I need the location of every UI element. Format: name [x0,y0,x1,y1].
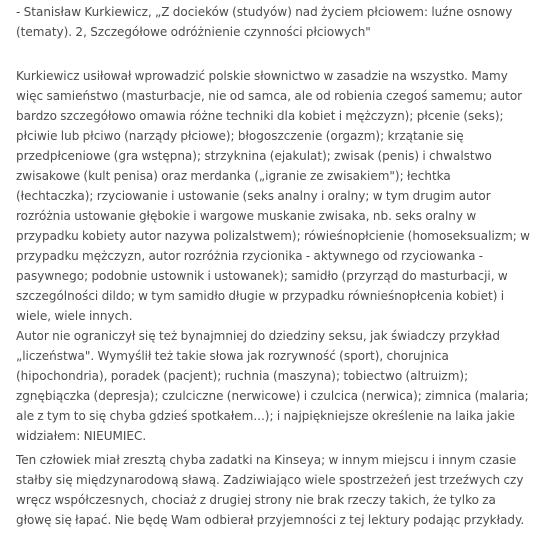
paragraph-vocabulary: Kurkiewicz usiłował wprowadzić polskie słownictwo w zasadzie na wszystko. Mamy więc samieństwo (masturbacje, nie od samca, ale od robienia czegoś samemu; autor bardzo szczegółowo omawia różne techniki dla kobiet i mężczyzn); płcenie (seks); płciwie lub płciwo (narządy płciowe); błogoszczenie (orgazm); krzątanie się przedpłceniowe (gra wstępna); strzyknina (ejakulat); zwisak (penis) i chwalstwo zwisakowe (kult penisa) oraz merdanka („igranie ze zwisakiem"); łechtka (łechtaczka); rzyciowanie i ustowanie (seks analny i oralny; w tym drugim autor rozróżnia ustowanie głębokie i wargowe muskanie zwisaka, nb. seks oralny w przypadku kobiety autor nazywa polizalstwem); rówieśnopłcienie (homoseksualizm; w przypadku mężczyzn, autor rozróżnia rzycionika - aktywnego od rzyciowanka - pasywnego; podobnie ustownik i ustowanek); samidło (przyrząd do masturbacji, w szczególności dildo; w tym samidło długie w przypadku równieśnopłcenia kobiet) i wiele, wiele innych. [16,69,530,323]
citation-text: - Stanisław Kurkiewicz, „Z docieków (studyów) nad życiem płciowem: luźne osnowy (tematy). 2, Szczegółowe odróżnienie czynności płciowych" [16,5,513,39]
paragraph-other-words: Autor nie ograniczył się też bynajmniej do dziedziny seksu, jak świadczy przykład „liczeństwa". Wymyślił też takie słowa jak rozrywność (sport), chorujnica (hipochondria), poradek (pacjent); ruchnia (maszyna); tobiectwo (altruizm); zgnębiączka (depresja); czulciczne (nerwicowe) i czulcica (nerwica); zimnica (malaria; ale z tym to się chyba gdzieś spotkałem...); i najpiękniejsze określenie na laika jakie widziałem: NIEUMIEC. [16,329,529,443]
paragraph-kinsey: Ten człowiek miał zresztą chyba zadatki na Kinseya; w innym miejscu i innym czasie stałby się międzynarodową sławą. Zadziwiająco wiele spostrzeżeń jest trzeźwych czy wręcz współczesnych, chociaż z drugiej strony nie brak rzeczy takich, że tylko za głowę się łapać. Nie będę Wam odbierał przyjemności z tej lektury podając przykłady. [16,453,525,527]
